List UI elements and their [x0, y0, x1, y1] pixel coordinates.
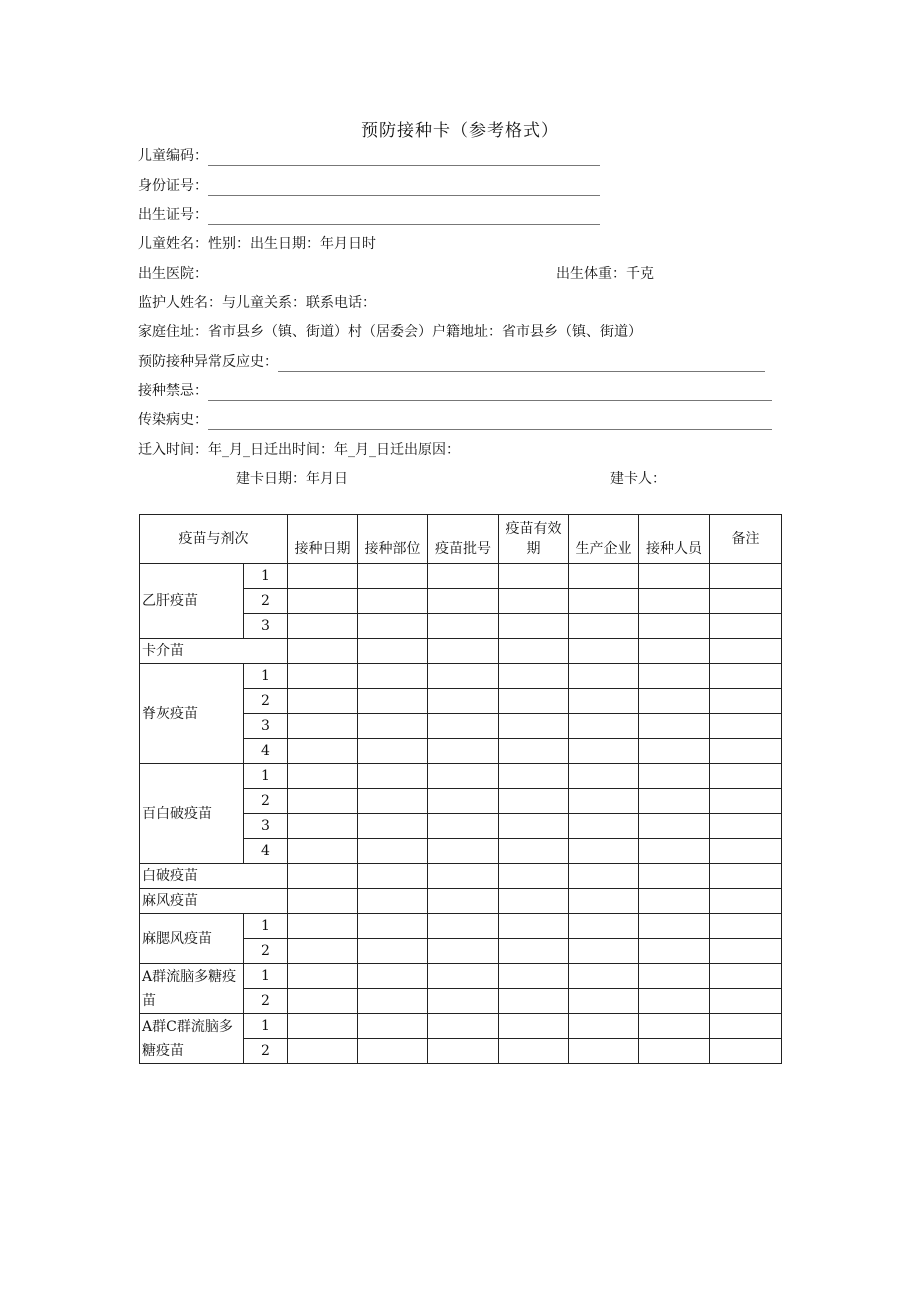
cell-expiry[interactable] [499, 989, 569, 1014]
cell-expiry[interactable] [499, 914, 569, 939]
cell-manufacturer[interactable] [569, 814, 639, 839]
cell-manufacturer[interactable] [569, 714, 639, 739]
cell-manufacturer[interactable] [569, 789, 639, 814]
cell-site[interactable] [358, 664, 428, 689]
cell-expiry[interactable] [499, 939, 569, 964]
cell-date[interactable] [288, 864, 358, 889]
cell-batch[interactable] [428, 664, 499, 689]
cell-expiry[interactable] [499, 814, 569, 839]
cell-expiry[interactable] [499, 589, 569, 614]
dose-number: 1 [244, 764, 288, 789]
cell-manufacturer[interactable] [569, 1014, 639, 1039]
cell-date[interactable] [288, 814, 358, 839]
cell-site[interactable] [358, 564, 428, 589]
cell-remarks[interactable] [710, 814, 782, 839]
infection-history-line[interactable] [208, 415, 772, 430]
cell-remarks[interactable] [710, 864, 782, 889]
cell-date[interactable] [288, 1039, 358, 1064]
cell-site[interactable] [358, 814, 428, 839]
id-number-field [138, 176, 600, 196]
cell-staff[interactable] [639, 989, 710, 1014]
cell-manufacturer[interactable] [569, 964, 639, 989]
cell-remarks[interactable] [710, 939, 782, 964]
cell-expiry[interactable] [499, 664, 569, 689]
cell-staff[interactable] [639, 714, 710, 739]
cell-remarks[interactable] [710, 1039, 782, 1064]
cell-batch[interactable] [428, 964, 499, 989]
cell-remarks[interactable] [710, 839, 782, 864]
cell-date[interactable] [288, 964, 358, 989]
cell-date[interactable] [288, 664, 358, 689]
dose-number: 2 [244, 589, 288, 614]
cell-expiry[interactable] [499, 714, 569, 739]
cell-batch[interactable] [428, 589, 499, 614]
cell-date[interactable] [288, 764, 358, 789]
table-row [140, 664, 782, 689]
cell-remarks[interactable] [710, 614, 782, 639]
cell-site[interactable] [358, 689, 428, 714]
cell-batch[interactable] [428, 939, 499, 964]
cell-date[interactable] [288, 889, 358, 914]
cell-manufacturer[interactable] [569, 689, 639, 714]
header-vaccine-dose: 疫苗与剂次 [140, 515, 288, 564]
cell-staff[interactable] [639, 864, 710, 889]
cell-staff[interactable] [639, 939, 710, 964]
dose-number: 3 [244, 814, 288, 839]
vaccine-name-dtp: 百白破疫苗 [140, 764, 244, 864]
cell-staff[interactable] [639, 1039, 710, 1064]
header-staff [639, 515, 710, 564]
vaccine-name-polio: 脊灰疫苗 [140, 664, 244, 764]
cell-site[interactable] [358, 1039, 428, 1064]
reaction-history-line[interactable] [278, 357, 765, 372]
table-row [140, 1014, 782, 1039]
child-code-field [138, 146, 600, 166]
birth-cert-label: 出生证号： [138, 207, 208, 223]
cell-batch[interactable] [428, 714, 499, 739]
birth-cert-line[interactable] [208, 210, 600, 225]
cell-date[interactable] [288, 689, 358, 714]
header-batch [428, 515, 499, 564]
cell-date[interactable] [288, 839, 358, 864]
cell-site[interactable] [358, 939, 428, 964]
child-code-label: 儿童编码： [138, 148, 208, 164]
cell-expiry[interactable] [499, 964, 569, 989]
cell-batch[interactable] [428, 639, 499, 664]
table-row [140, 889, 782, 914]
table-row [140, 964, 782, 989]
cell-manufacturer[interactable] [569, 664, 639, 689]
vaccine-name-mmr: 麻腮风疫苗 [140, 914, 244, 964]
cell-expiry[interactable] [499, 1014, 569, 1039]
cell-staff[interactable] [639, 689, 710, 714]
cell-batch[interactable] [428, 739, 499, 764]
header-manufacturer [569, 515, 639, 564]
cell-site[interactable] [358, 989, 428, 1014]
dose-number: 2 [244, 939, 288, 964]
header-expiry: 疫苗有效期 [499, 515, 569, 564]
cell-manufacturer[interactable] [569, 1039, 639, 1064]
vaccine-name-mpsv-ac: A群C群流脑多糖疫苗 [140, 1014, 244, 1064]
dose-number: 1 [244, 964, 288, 989]
header-site [358, 515, 428, 564]
cell-staff[interactable] [639, 614, 710, 639]
contraindications-field [138, 381, 772, 401]
dose-number: 2 [244, 1039, 288, 1064]
cell-site[interactable] [358, 964, 428, 989]
cell-expiry[interactable] [499, 1039, 569, 1064]
cell-site[interactable] [358, 1014, 428, 1039]
cell-staff[interactable] [639, 914, 710, 939]
cell-site[interactable] [358, 764, 428, 789]
cell-staff[interactable] [639, 564, 710, 589]
cell-batch[interactable] [428, 839, 499, 864]
cell-manufacturer[interactable] [569, 564, 639, 589]
cell-date[interactable] [288, 914, 358, 939]
cell-batch[interactable] [428, 814, 499, 839]
cell-remarks[interactable] [710, 764, 782, 789]
dose-number: 2 [244, 689, 288, 714]
cell-staff[interactable] [639, 639, 710, 664]
cell-staff[interactable] [639, 739, 710, 764]
cell-manufacturer[interactable] [569, 989, 639, 1014]
reaction-history-label: 预防接种异常反应史： [138, 354, 278, 370]
cell-remarks[interactable] [710, 964, 782, 989]
cell-remarks[interactable] [710, 639, 782, 664]
cell-batch[interactable] [428, 764, 499, 789]
cell-staff[interactable] [639, 789, 710, 814]
cell-expiry[interactable] [499, 789, 569, 814]
cell-manufacturer[interactable] [569, 764, 639, 789]
header-remarks: 备注 [710, 515, 782, 564]
header-staff-text: 接种人员 [646, 541, 702, 557]
table-row [140, 639, 782, 664]
cell-staff[interactable] [639, 964, 710, 989]
dose-number: 1 [244, 1014, 288, 1039]
dose-number: 1 [244, 914, 288, 939]
vaccine-name-dt: 白破疫苗 [140, 864, 288, 889]
cell-staff[interactable] [639, 764, 710, 789]
table-row [140, 764, 782, 789]
table-header-row [140, 515, 782, 564]
hospital-label: 出生医院： [138, 266, 208, 282]
vaccination-record-table [139, 514, 782, 1064]
cell-site[interactable] [358, 589, 428, 614]
cell-site[interactable] [358, 914, 428, 939]
cell-expiry[interactable] [499, 839, 569, 864]
cell-staff[interactable] [639, 889, 710, 914]
dose-number: 4 [244, 739, 288, 764]
cell-site[interactable] [358, 789, 428, 814]
id-number-label: 身份证号： [138, 178, 208, 194]
cell-remarks[interactable] [710, 1014, 782, 1039]
migration-line: 迁入时间：年_月_日迁出时间：年_月_日迁出原因： [138, 442, 460, 458]
cell-date[interactable] [288, 614, 358, 639]
cell-date[interactable] [288, 639, 358, 664]
cell-date[interactable] [288, 939, 358, 964]
cell-batch[interactable] [428, 1039, 499, 1064]
cell-remarks[interactable] [710, 714, 782, 739]
cell-date[interactable] [288, 564, 358, 589]
reaction-history-field [138, 352, 765, 372]
cell-staff[interactable] [639, 839, 710, 864]
cell-site[interactable] [358, 639, 428, 664]
cell-expiry[interactable] [499, 764, 569, 789]
contraindications-line[interactable] [208, 386, 772, 401]
dose-number: 3 [244, 614, 288, 639]
cell-expiry[interactable] [499, 864, 569, 889]
cell-remarks[interactable] [710, 739, 782, 764]
guardian-line: 监护人姓名：与儿童关系：联系电话： [138, 295, 376, 311]
cell-date[interactable] [288, 1014, 358, 1039]
cell-expiry[interactable] [499, 889, 569, 914]
cell-manufacturer[interactable] [569, 914, 639, 939]
cell-manufacturer[interactable] [569, 889, 639, 914]
vaccine-name-mpsv-a: A群流脑多糖疫苗 [140, 964, 244, 1014]
header-site-text: 接种部位 [364, 541, 421, 557]
cell-manufacturer[interactable] [569, 864, 639, 889]
child-code-line[interactable] [208, 151, 600, 166]
vaccine-name-bcg: 卡介苗 [140, 639, 288, 664]
cell-remarks[interactable] [710, 589, 782, 614]
address-line: 家庭住址：省市县乡（镇、街道）村（居委会）户籍地址：省市县乡（镇、街道） [138, 324, 642, 340]
dose-number: 4 [244, 839, 288, 864]
cell-staff[interactable] [639, 814, 710, 839]
cell-date[interactable] [288, 989, 358, 1014]
card-date-label: 建卡日期：年月日 [236, 471, 348, 487]
cell-batch[interactable] [428, 564, 499, 589]
cell-batch[interactable] [428, 689, 499, 714]
cell-manufacturer[interactable] [569, 839, 639, 864]
cell-batch[interactable] [428, 989, 499, 1014]
cell-remarks[interactable] [710, 889, 782, 914]
cell-batch[interactable] [428, 614, 499, 639]
cell-date[interactable] [288, 714, 358, 739]
vaccine-name-hepb: 乙肝疫苗 [140, 564, 244, 639]
cell-batch[interactable] [428, 914, 499, 939]
cell-site[interactable] [358, 739, 428, 764]
cell-batch[interactable] [428, 789, 499, 814]
card-creator-label: 建卡人： [610, 471, 666, 487]
cell-site[interactable] [358, 889, 428, 914]
contraindications-label: 接种禁忌： [138, 383, 208, 399]
infection-history-label: 传染病史： [138, 412, 208, 428]
cell-date[interactable] [288, 789, 358, 814]
cell-batch[interactable] [428, 1014, 499, 1039]
header-date [288, 515, 358, 564]
infection-history-field [138, 410, 772, 430]
cell-manufacturer[interactable] [569, 639, 639, 664]
cell-remarks[interactable] [710, 989, 782, 1014]
cell-batch[interactable] [428, 889, 499, 914]
cell-remarks[interactable] [710, 914, 782, 939]
dose-number: 1 [244, 564, 288, 589]
cell-date[interactable] [288, 739, 358, 764]
page-title: 预防接种卡（参考格式） [361, 121, 559, 141]
cell-staff[interactable] [639, 589, 710, 614]
dose-number: 2 [244, 989, 288, 1014]
table-row [140, 914, 782, 939]
dose-number: 1 [244, 664, 288, 689]
cell-expiry[interactable] [499, 564, 569, 589]
table-row [140, 564, 782, 589]
cell-manufacturer[interactable] [569, 614, 639, 639]
cell-expiry[interactable] [499, 639, 569, 664]
cell-remarks[interactable] [710, 564, 782, 589]
dose-number: 2 [244, 789, 288, 814]
id-number-line[interactable] [208, 181, 600, 196]
cell-site[interactable] [358, 864, 428, 889]
cell-date[interactable] [288, 589, 358, 614]
table-row [140, 864, 782, 889]
cell-expiry[interactable] [499, 739, 569, 764]
child-info-line: 儿童姓名：性别：出生日期：年月日时 [138, 236, 376, 252]
cell-site[interactable] [358, 839, 428, 864]
cell-remarks[interactable] [710, 664, 782, 689]
birth-cert-field [138, 205, 600, 225]
cell-manufacturer[interactable] [569, 589, 639, 614]
cell-site[interactable] [358, 614, 428, 639]
header-manufacturer-text: 生产企业 [575, 541, 632, 557]
cell-manufacturer[interactable] [569, 739, 639, 764]
header-batch-text: 疫苗批号 [435, 541, 491, 557]
cell-staff[interactable] [639, 664, 710, 689]
dose-number: 3 [244, 714, 288, 739]
vaccine-name-mr: 麻风疫苗 [140, 889, 288, 914]
header-date-text: 接种日期 [294, 541, 351, 557]
cell-expiry[interactable] [499, 689, 569, 714]
cell-manufacturer[interactable] [569, 939, 639, 964]
cell-site[interactable] [358, 714, 428, 739]
cell-batch[interactable] [428, 864, 499, 889]
cell-expiry[interactable] [499, 614, 569, 639]
cell-remarks[interactable] [710, 689, 782, 714]
cell-remarks[interactable] [710, 789, 782, 814]
cell-staff[interactable] [639, 1014, 710, 1039]
birth-weight-label: 出生体重：千克 [556, 266, 654, 282]
